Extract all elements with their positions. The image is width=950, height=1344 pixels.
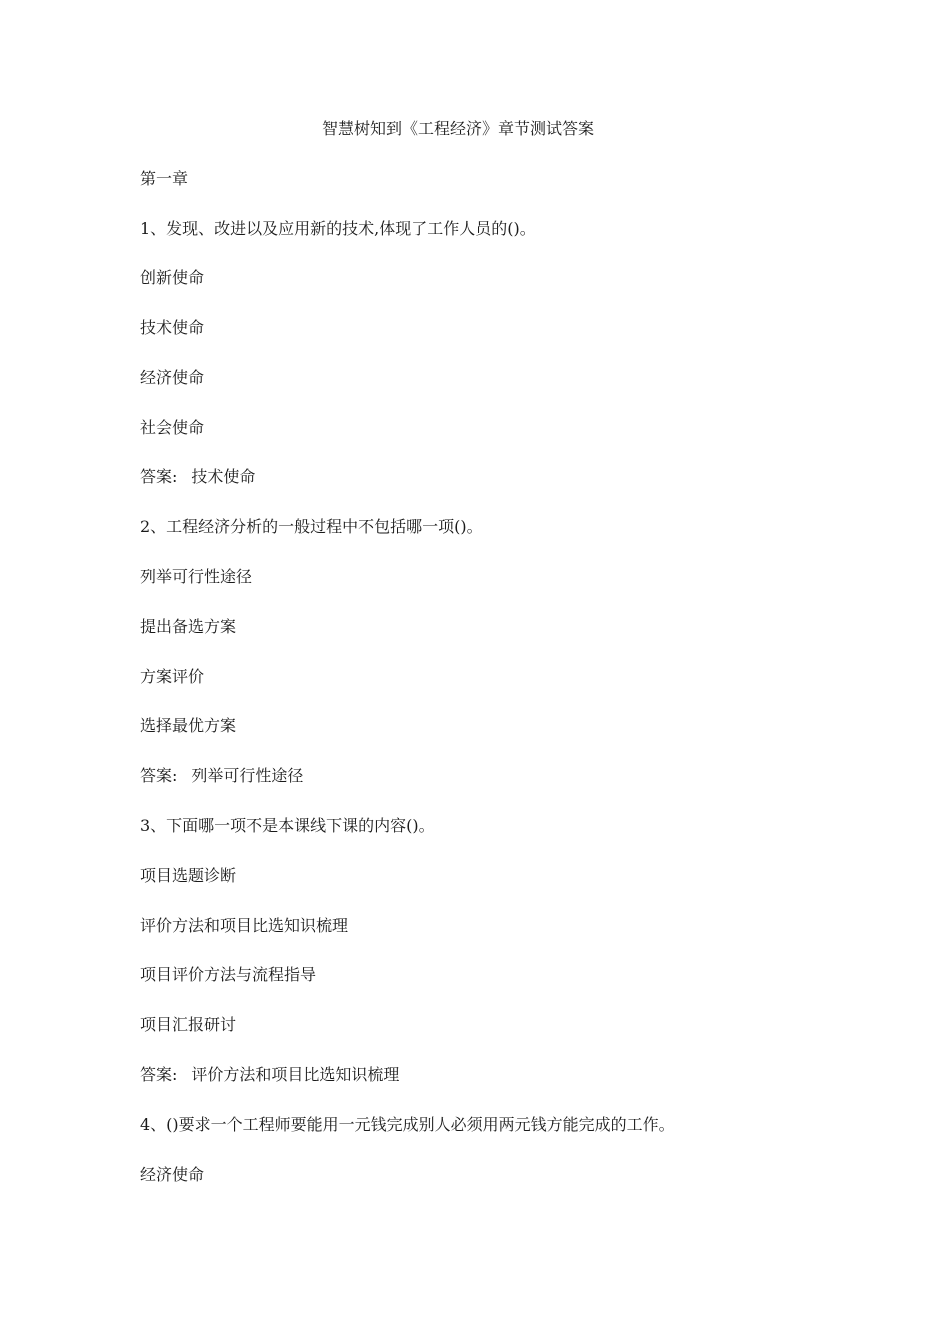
answer-label: 答案: (140, 766, 178, 785)
question-4-stem: 4、()要求一个工程师要能用一元钱完成别人必须用两元钱方能完成的工作。 (140, 1115, 675, 1134)
answer-value: 列举可行性途径 (191, 766, 304, 785)
question-3-option-4: 项目汇报研讨 (140, 1015, 237, 1034)
question-1-option-2: 技术使命 (140, 318, 205, 337)
question-1-stem: 1、发现、改进以及应用新的技术,体现了工作人员的()。 (140, 219, 536, 238)
question-1-answer (140, 466, 255, 488)
answer-label: 答案: (140, 1065, 178, 1084)
question-3-option-3: 项目评价方法与流程指导 (140, 965, 317, 984)
question-3-stem: 3、下面哪一项不是本课线下课的内容()。 (140, 816, 435, 835)
question-3-option-2: 评价方法和项目比选知识梳理 (140, 916, 349, 935)
question-2-stem: 2、工程经济分析的一般过程中不包括哪一项()。 (140, 517, 483, 536)
question-2-option-1: 列举可行性途径 (140, 567, 253, 586)
question-2-answer (140, 765, 303, 787)
question-3-answer (140, 1064, 399, 1086)
question-1-option-3: 经济使命 (140, 368, 205, 387)
chapter-heading: 第一章 (140, 169, 189, 188)
document-title: 智慧树知到《工程经济》章节测试答案 (321, 119, 594, 138)
question-2-option-3: 方案评价 (140, 667, 205, 686)
question-2-option-4: 选择最优方案 (140, 716, 237, 735)
answer-value: 评价方法和项目比选知识梳理 (191, 1065, 400, 1084)
question-1-option-1: 创新使命 (140, 268, 205, 287)
answer-value: 技术使命 (191, 467, 256, 486)
question-4-option-1: 经济使命 (140, 1165, 205, 1184)
question-1-option-4: 社会使命 (140, 418, 205, 437)
question-3-option-1: 项目选题诊断 (140, 866, 237, 885)
question-2-option-2: 提出备选方案 (140, 617, 237, 636)
answer-label: 答案: (140, 467, 178, 486)
